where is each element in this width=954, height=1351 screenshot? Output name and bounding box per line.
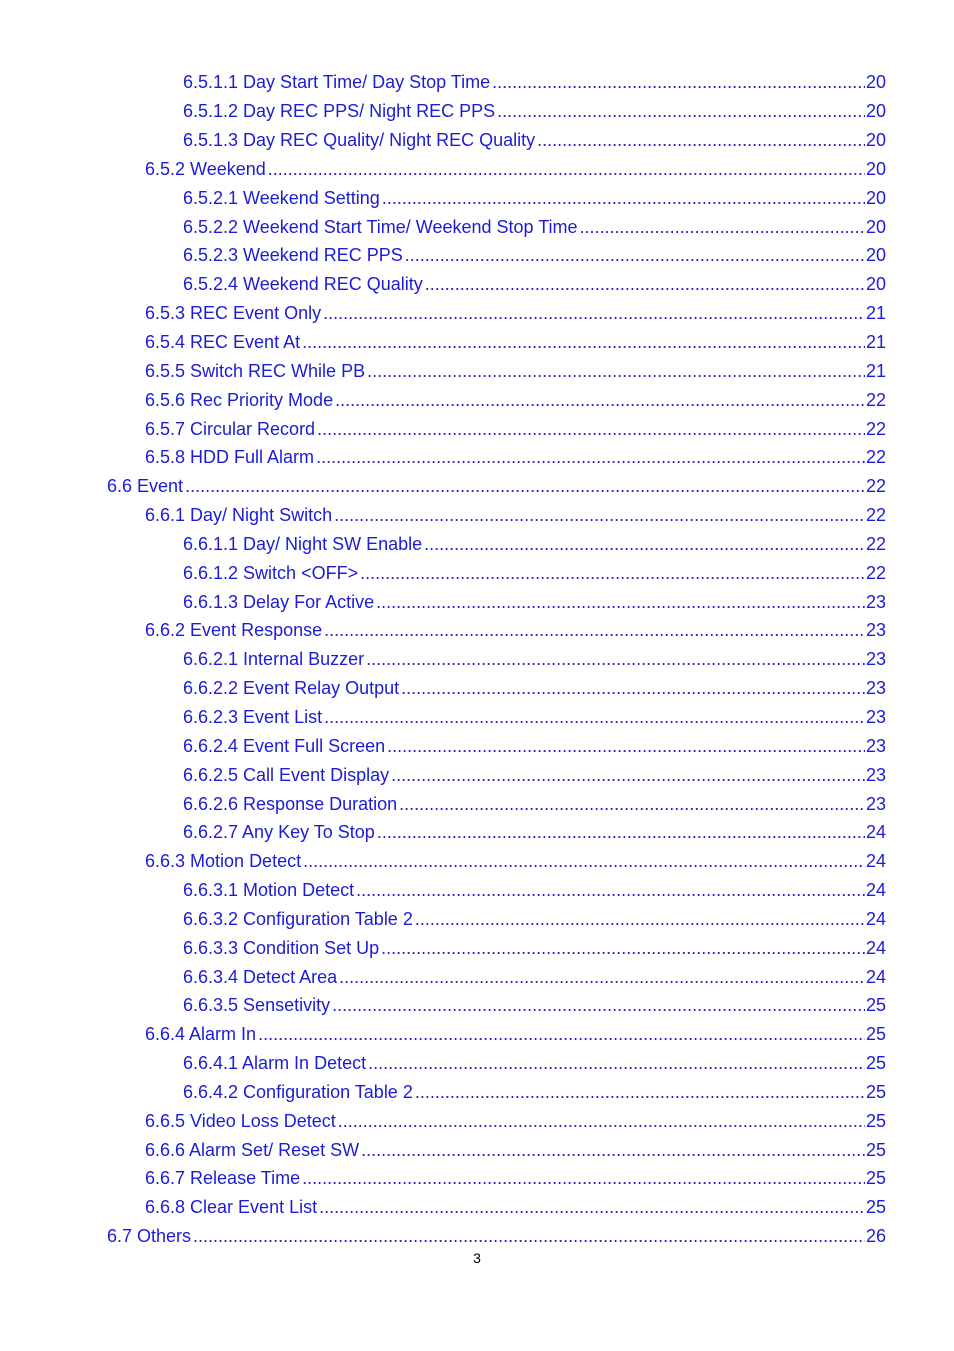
toc-entry-page: 22 xyxy=(865,418,886,439)
toc-dot-leader xyxy=(324,616,865,644)
toc-dot-leader xyxy=(425,270,865,298)
toc-entry[interactable] xyxy=(183,933,886,962)
toc-entry-page: 23 xyxy=(865,678,886,699)
toc-entry-title: 6.6.7 Release Time xyxy=(145,1168,301,1189)
toc-entry[interactable] xyxy=(183,789,886,818)
toc-entry[interactable] xyxy=(183,876,886,905)
toc-entry-title: 6.6.2.3 Event List xyxy=(183,706,323,727)
toc-dot-leader xyxy=(387,732,865,760)
toc-entry-title: 6.6.1 Day/ Night Switch xyxy=(145,505,333,526)
toc-dot-leader xyxy=(316,443,865,471)
toc-entry-title: 6.6.4 Alarm In xyxy=(145,1024,257,1045)
toc-entry[interactable] xyxy=(145,1164,886,1193)
toc-entry[interactable] xyxy=(145,616,886,645)
toc-dot-leader xyxy=(339,963,865,991)
toc-entry[interactable] xyxy=(145,328,886,357)
toc-entry-title: 6.6.2.1 Internal Buzzer xyxy=(183,649,365,670)
toc-dot-leader xyxy=(368,1049,865,1077)
toc-entry-page: 20 xyxy=(865,187,886,208)
toc-entry[interactable] xyxy=(183,530,886,559)
toc-dot-leader xyxy=(332,991,865,1019)
toc-entry-title: 6.6.2.2 Event Relay Output xyxy=(183,678,400,699)
toc-entry-title: 6.6.3.1 Motion Detect xyxy=(183,880,355,901)
toc-entry-title: 6.5.6 Rec Priority Mode xyxy=(145,389,334,410)
toc-entry-page: 23 xyxy=(865,735,886,756)
toc-entry-title: 6.6.2.7 Any Key To Stop xyxy=(183,822,375,843)
toc-dot-leader xyxy=(415,1078,865,1106)
toc-entry-title: 6.5.2.1 Weekend Setting xyxy=(183,187,380,208)
toc-entry[interactable] xyxy=(183,818,886,847)
toc-dot-leader xyxy=(303,847,865,875)
toc-entry[interactable] xyxy=(183,241,886,270)
toc-dot-leader xyxy=(424,530,865,558)
toc-dot-leader xyxy=(537,126,865,154)
toc-entry[interactable] xyxy=(145,155,886,184)
toc-entry-title: 6.5.4 REC Event At xyxy=(145,332,301,353)
toc-dot-leader xyxy=(258,1020,865,1048)
toc-entry-page: 25 xyxy=(865,1081,886,1102)
toc-entry-title: 6.6.1.1 Day/ Night SW Enable xyxy=(183,533,423,554)
toc-dot-leader xyxy=(399,790,865,818)
toc-dot-leader xyxy=(580,213,865,241)
toc-entry-title: 6.6.6 Alarm Set/ Reset SW xyxy=(145,1139,360,1160)
toc-entry[interactable] xyxy=(145,1193,886,1222)
toc-dot-leader xyxy=(319,1193,865,1221)
toc-entry[interactable] xyxy=(183,991,886,1020)
toc-entry[interactable] xyxy=(183,97,886,126)
toc-entry-page: 23 xyxy=(865,793,886,814)
toc-dot-leader xyxy=(323,299,865,327)
toc-entry-page: 25 xyxy=(865,1053,886,1074)
toc-entry[interactable] xyxy=(107,1222,886,1251)
table-of-contents xyxy=(0,68,954,1251)
toc-dot-leader xyxy=(366,645,865,673)
toc-entry[interactable] xyxy=(145,1135,886,1164)
toc-entry[interactable] xyxy=(183,558,886,587)
toc-dot-leader xyxy=(377,818,865,846)
toc-entry-page: 24 xyxy=(865,851,886,872)
toc-entry-title: 6.6.8 Clear Event List xyxy=(145,1197,318,1218)
toc-entry[interactable] xyxy=(145,501,886,530)
toc-entry-page: 23 xyxy=(865,620,886,641)
toc-entry[interactable] xyxy=(183,270,886,299)
toc-entry-page: 22 xyxy=(865,505,886,526)
toc-dot-leader xyxy=(335,386,865,414)
toc-entry-page: 22 xyxy=(865,476,886,497)
toc-dot-leader xyxy=(415,905,865,933)
toc-entry-page: 21 xyxy=(865,360,886,381)
toc-entry[interactable] xyxy=(183,645,886,674)
toc-entry[interactable] xyxy=(183,731,886,760)
toc-entry[interactable] xyxy=(183,68,886,97)
toc-dot-leader xyxy=(497,97,865,125)
toc-entry-page: 21 xyxy=(865,303,886,324)
page-number: 3 xyxy=(473,1250,481,1266)
toc-dot-leader xyxy=(492,68,865,96)
toc-entry[interactable] xyxy=(145,1020,886,1049)
toc-entry[interactable] xyxy=(183,126,886,155)
toc-dot-leader xyxy=(302,328,865,356)
toc-entry-page: 25 xyxy=(865,1024,886,1045)
toc-entry-page: 24 xyxy=(865,822,886,843)
toc-entry-page: 24 xyxy=(865,908,886,929)
toc-entry-page: 20 xyxy=(865,130,886,151)
toc-entry[interactable] xyxy=(145,356,886,385)
toc-entry-page: 26 xyxy=(865,1226,886,1247)
toc-entry[interactable] xyxy=(145,299,886,328)
toc-entry[interactable] xyxy=(183,674,886,703)
toc-entry-page: 22 xyxy=(865,533,886,554)
toc-entry[interactable] xyxy=(107,472,886,501)
toc-dot-leader xyxy=(317,415,865,443)
toc-entry-title: 6.6.2.5 Call Event Display xyxy=(183,764,390,785)
toc-entry-page: 23 xyxy=(865,649,886,670)
toc-entry[interactable] xyxy=(183,1049,886,1078)
toc-entry-page: 23 xyxy=(865,706,886,727)
toc-entry-title: 6.6.5 Video Loss Detect xyxy=(145,1110,336,1131)
toc-entry-title: 6.5.3 REC Event Only xyxy=(145,303,322,324)
toc-entry-title: 6.5.1.2 Day REC PPS/ Night REC PPS xyxy=(183,101,496,122)
toc-entry-title: 6.7 Others xyxy=(107,1226,192,1247)
toc-entry-title: 6.6.3.2 Configuration Table 2 xyxy=(183,908,413,929)
toc-entry-page: 24 xyxy=(865,880,886,901)
toc-dot-leader xyxy=(302,1164,865,1192)
toc-entry[interactable] xyxy=(145,443,886,472)
toc-entry-title: 6.6.4.1 Alarm In Detect xyxy=(183,1053,367,1074)
toc-entry-page: 20 xyxy=(865,216,886,237)
toc-entry-page: 23 xyxy=(865,764,886,785)
toc-entry-title: 6.6.4.2 Configuration Table 2 xyxy=(183,1081,413,1102)
toc-entry[interactable] xyxy=(145,847,886,876)
toc-entry-page: 20 xyxy=(865,245,886,266)
toc-dot-leader xyxy=(360,559,865,587)
toc-dot-leader xyxy=(185,472,865,500)
toc-dot-leader xyxy=(356,876,865,904)
toc-entry-title: 6.6.2 Event Response xyxy=(145,620,323,641)
toc-dot-leader xyxy=(405,241,865,269)
toc-entry-page: 25 xyxy=(865,1110,886,1131)
toc-entry-title: 6.6.3.5 Sensetivity xyxy=(183,995,331,1016)
toc-entry[interactable] xyxy=(183,183,886,212)
toc-entry-title: 6.6.1.3 Delay For Active xyxy=(183,591,375,612)
toc-entry-page: 22 xyxy=(865,389,886,410)
toc-entry-page: 23 xyxy=(865,591,886,612)
toc-entry-title: 6.6.2.4 Event Full Screen xyxy=(183,735,386,756)
toc-entry[interactable] xyxy=(183,760,886,789)
toc-entry-title: 6.5.7 Circular Record xyxy=(145,418,316,439)
toc-entry-page: 20 xyxy=(865,158,886,179)
toc-entry-page: 22 xyxy=(865,447,886,468)
toc-entry-page: 20 xyxy=(865,72,886,93)
toc-entry-page: 25 xyxy=(865,1139,886,1160)
toc-entry-page: 25 xyxy=(865,1168,886,1189)
toc-entry[interactable] xyxy=(145,385,886,414)
toc-entry-page: 24 xyxy=(865,937,886,958)
toc-dot-leader xyxy=(391,761,865,789)
toc-entry-title: 6.5.8 HDD Full Alarm xyxy=(145,447,315,468)
toc-entry-title: 6.5.1.1 Day Start Time/ Day Stop Time xyxy=(183,72,491,93)
toc-entry-page: 20 xyxy=(865,101,886,122)
toc-dot-leader xyxy=(367,357,865,385)
toc-entry-page: 24 xyxy=(865,966,886,987)
toc-entry-title: 6.6.1.2 Switch <OFF> xyxy=(183,562,359,583)
toc-entry-page: 25 xyxy=(865,1197,886,1218)
toc-entry-title: 6.6.3.3 Condition Set Up xyxy=(183,937,380,958)
toc-entry-title: 6.6.3.4 Detect Area xyxy=(183,966,338,987)
toc-entry[interactable] xyxy=(145,414,886,443)
toc-entry[interactable] xyxy=(183,962,886,991)
toc-dot-leader xyxy=(401,674,865,702)
toc-entry-title: 6.5.2 Weekend xyxy=(145,158,266,179)
toc-entry-title: 6.5.2.4 Weekend REC Quality xyxy=(183,274,423,295)
toc-dot-leader xyxy=(376,588,865,616)
toc-dot-leader xyxy=(338,1107,865,1135)
toc-entry-title: 6.5.2.3 Weekend REC PPS xyxy=(183,245,403,266)
toc-dot-leader xyxy=(334,501,865,529)
toc-entry[interactable] xyxy=(145,1106,886,1135)
toc-entry-title: 6.5.5 Switch REC While PB xyxy=(145,360,366,381)
toc-entry-page: 25 xyxy=(865,995,886,1016)
toc-entry-page: 21 xyxy=(865,332,886,353)
toc-entry[interactable] xyxy=(183,703,886,732)
toc-dot-leader xyxy=(381,934,865,962)
toc-entry-title: 6.5.1.3 Day REC Quality/ Night REC Quality xyxy=(183,130,536,151)
toc-entry-title: 6.6 Event xyxy=(107,476,184,497)
toc-entry-page: 20 xyxy=(865,274,886,295)
toc-entry-title: 6.6.2.6 Response Duration xyxy=(183,793,398,814)
toc-dot-leader xyxy=(382,184,865,212)
toc-entry[interactable] xyxy=(183,212,886,241)
toc-dot-leader xyxy=(193,1222,865,1250)
toc-entry[interactable] xyxy=(183,587,886,616)
toc-entry-title: 6.6.3 Motion Detect xyxy=(145,851,302,872)
toc-entry-page: 22 xyxy=(865,562,886,583)
toc-entry[interactable] xyxy=(183,1078,886,1107)
toc-dot-leader xyxy=(361,1136,865,1164)
toc-dot-leader xyxy=(324,703,865,731)
toc-entry[interactable] xyxy=(183,904,886,933)
toc-dot-leader xyxy=(268,155,865,183)
toc-entry-title: 6.5.2.2 Weekend Start Time/ Weekend Stop Time xyxy=(183,216,578,237)
